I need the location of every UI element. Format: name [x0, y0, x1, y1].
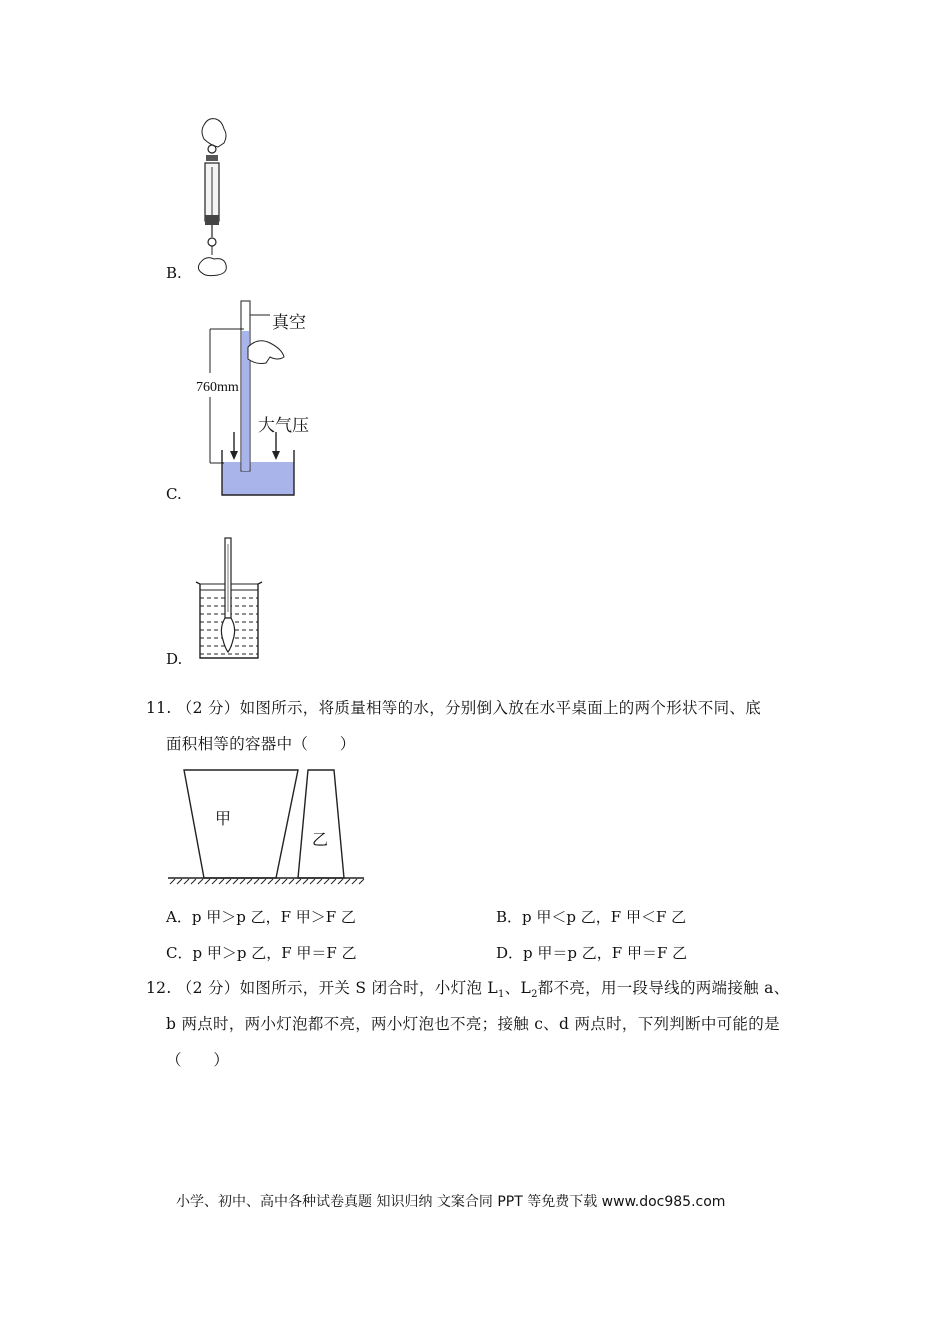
question-12-line-2: b 两点时，两小灯泡都不亮，两小灯泡也不亮；接触 c、d 两点时，下列判断中可能的是 [166, 1015, 780, 1033]
atmospheric-pressure-label: 大气压 [258, 416, 309, 436]
option-d-label: D. [166, 650, 183, 668]
choice-b-text: p 甲＜p 乙，F 甲＜F 乙 [522, 908, 687, 926]
choice-c-text: p 甲＞p 乙，F 甲＝F 乙 [192, 944, 357, 962]
question-text: 如图所示，开关 S 闭合时，小灯泡 L [239, 979, 498, 997]
choice-d-text: p 甲＝p 乙，F 甲＝F 乙 [523, 944, 688, 962]
choice-b-label: B． [496, 908, 523, 926]
two-containers-figure [166, 765, 366, 890]
height-760mm-label: 760mm [196, 380, 239, 395]
subscript-1: 1 [498, 989, 505, 1001]
choice-c[interactable] [166, 942, 357, 963]
choice-d-label: D． [496, 944, 524, 962]
question-score: （2 分） [176, 699, 240, 717]
choice-d[interactable] [496, 942, 687, 963]
vacuum-label: 真空 [272, 313, 306, 333]
choice-a-text: p 甲＞p 乙，F 甲＞F 乙 [191, 908, 356, 926]
question-11-line-2: 面积相等的容器中（ ） [166, 735, 356, 753]
option-c-label: C. [166, 485, 182, 503]
choice-b[interactable] [496, 906, 686, 927]
question-text: 如图所示，将质量相等的水，分别倒入放在水平桌面上的两个形状不同、底 [239, 699, 761, 717]
footer-text: 小学、初中、高中各种试卷真题 知识归纳 文案合同 PPT 等免费下载 www.doc985.com [176, 1194, 726, 1210]
choice-a-label: A． [166, 908, 192, 926]
question-number: 12. [146, 979, 172, 997]
option-b-label: B. [166, 264, 182, 282]
question-12-line-3: （ ） [166, 1051, 230, 1069]
torricelli-figure [196, 295, 326, 505]
question-11-line-1 [146, 697, 826, 719]
choice-c-label: C． [166, 944, 193, 962]
question-12-line-1 [146, 977, 836, 1006]
hydrometer-beaker-figure [194, 536, 266, 662]
question-text: 都不亮，用一段导线的两端接触 a、 [537, 979, 790, 997]
container-yi-label: 乙 [312, 830, 329, 849]
container-jia-label: 甲 [215, 809, 232, 828]
subscript-2: 2 [531, 989, 538, 1001]
question-score: （2 分） [176, 979, 240, 997]
spring-scale-figure [190, 115, 240, 280]
choice-a[interactable] [166, 906, 356, 927]
question-number: 11. [146, 699, 172, 717]
question-text: 、L [504, 979, 532, 997]
